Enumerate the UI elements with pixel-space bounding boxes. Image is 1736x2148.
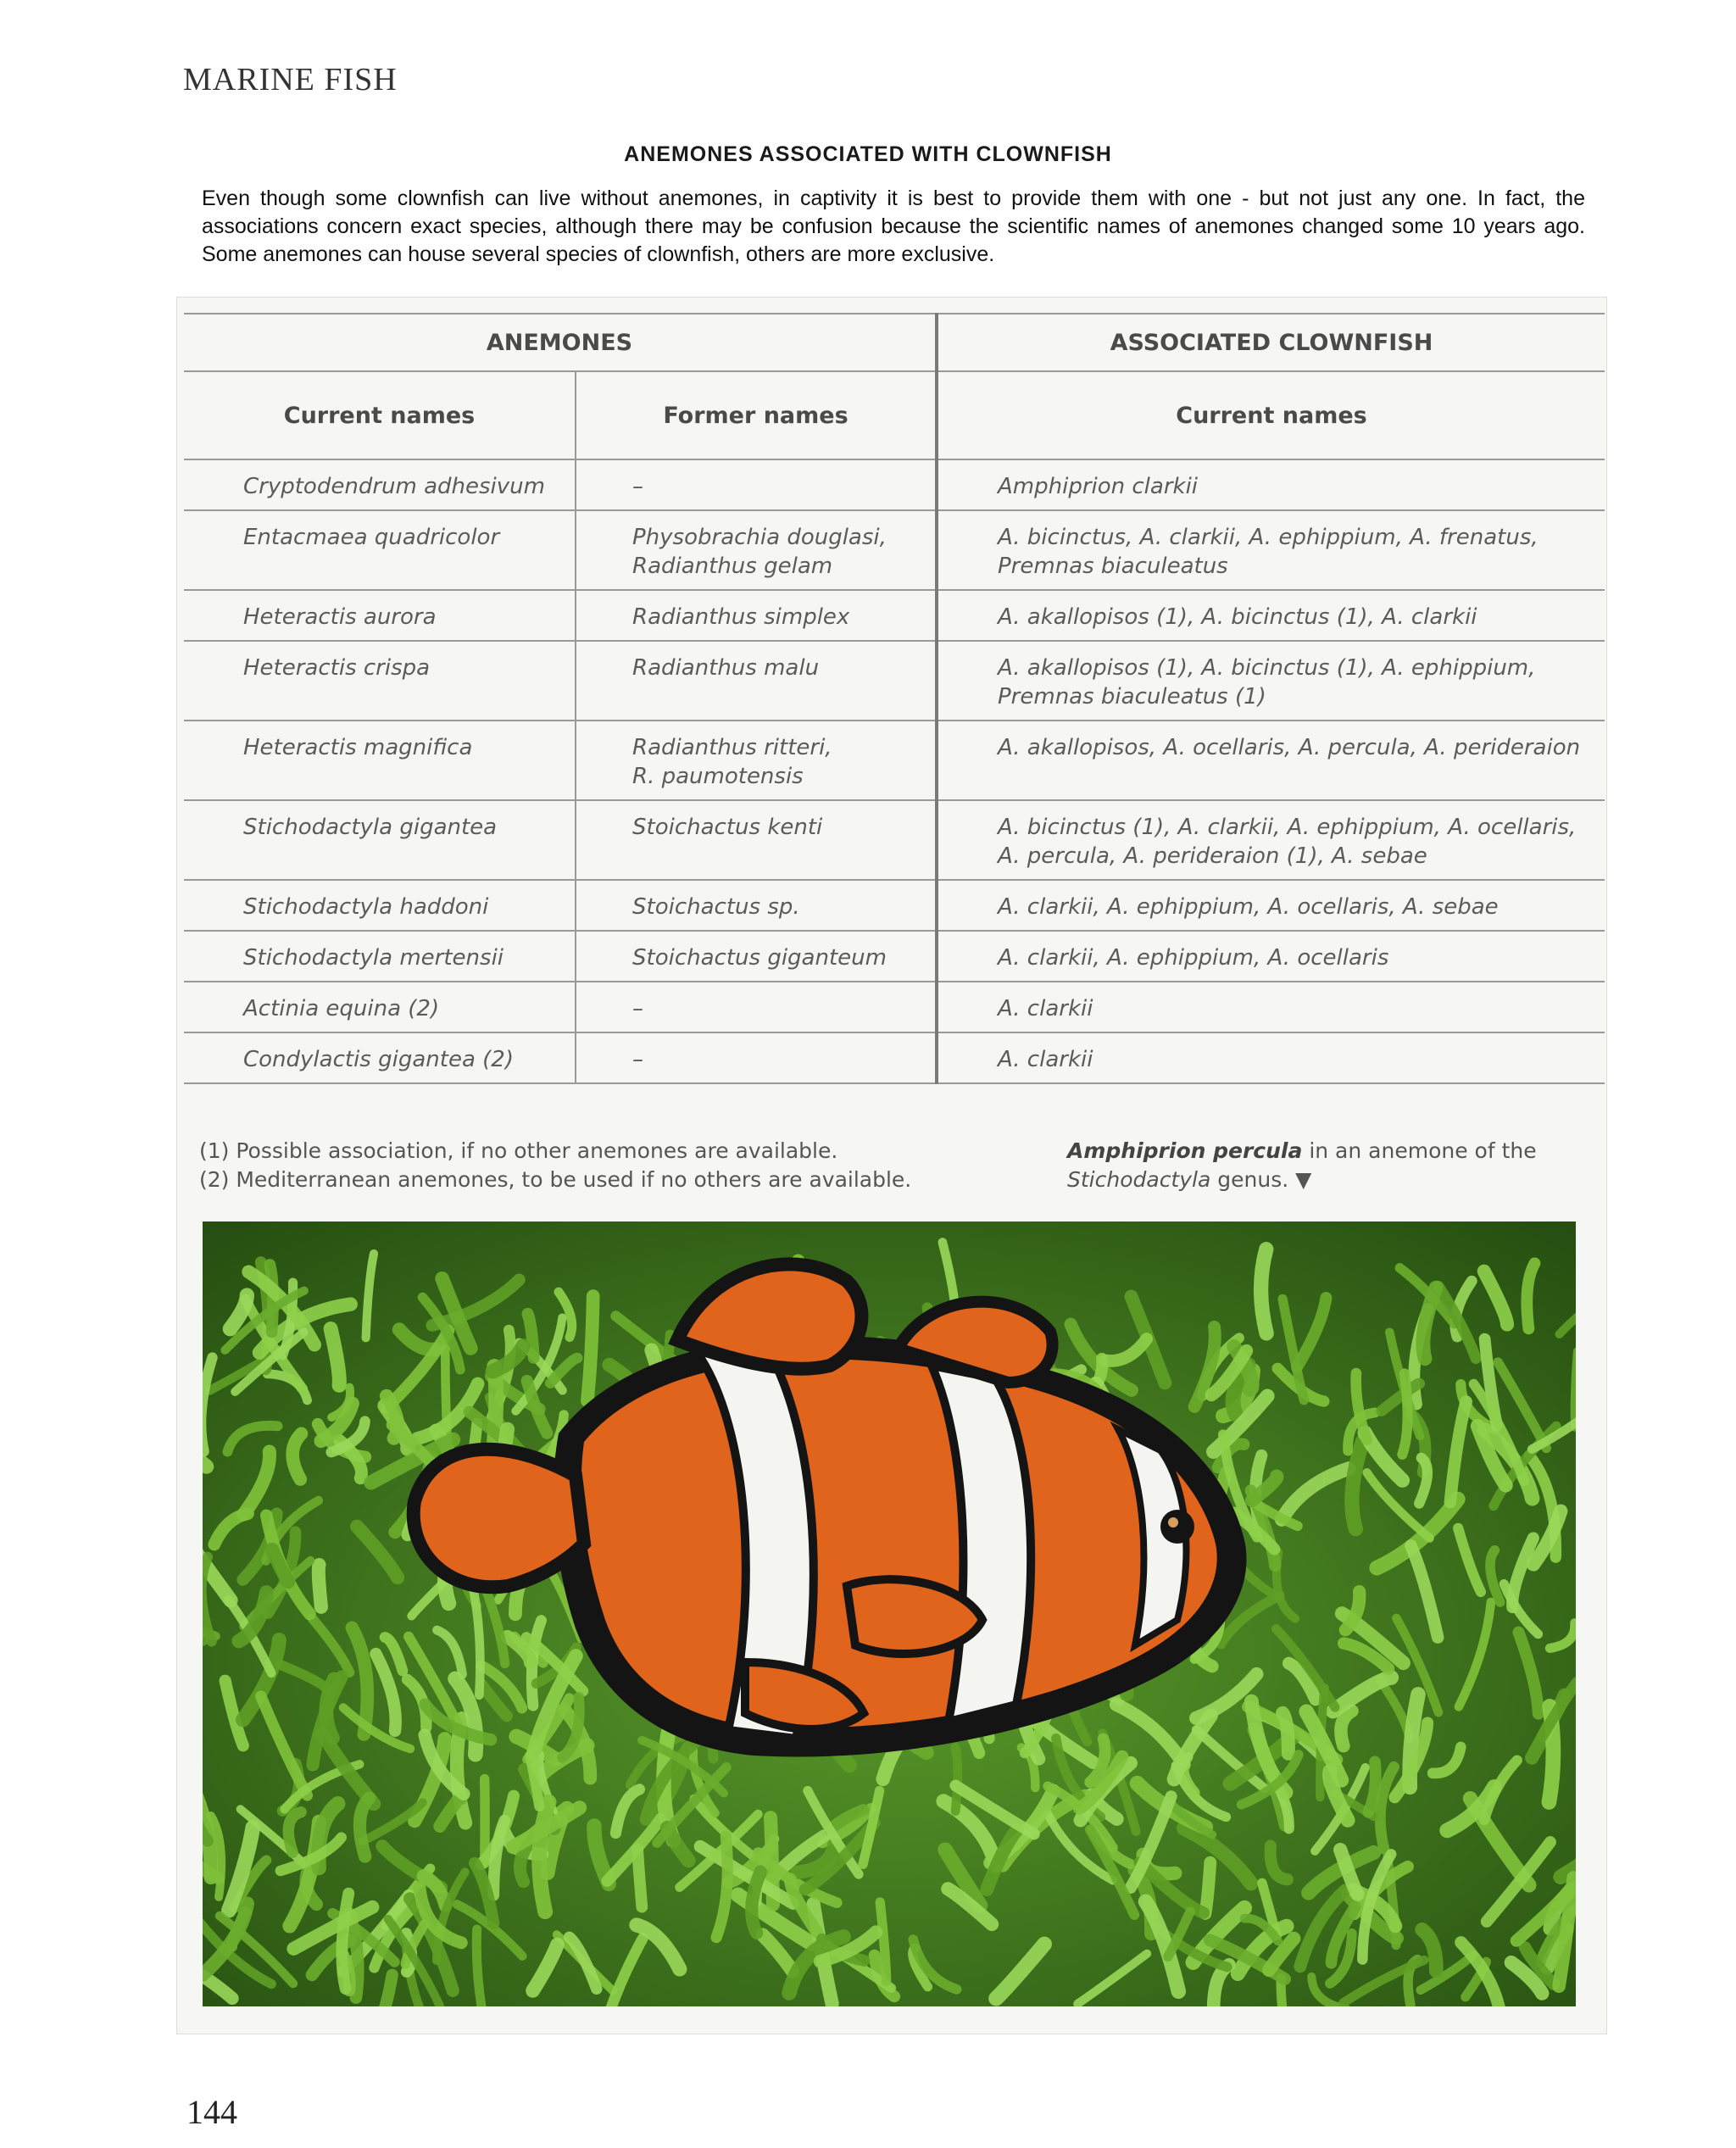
associated-clownfish: A. bicinctus, A. clarkii, A. ephippium, A. frenatus, Premnas biaculeatus [937,510,1605,590]
table-row [184,590,1605,641]
group-header-clownfish: ASSOCIATED CLOWNFISH [937,314,1605,371]
page-number: 144 [186,2093,237,2131]
associated-clownfish: A. clarkii, A. ephippium, A. ocellaris [937,931,1605,982]
table-row [184,1032,1605,1083]
anemone-former-name: Stoichactus sp. [576,880,937,931]
anemone-former-name: – [576,982,937,1032]
anemone-former-name: Stoichactus kenti [576,800,937,880]
footnotes [199,1137,1047,1194]
table-row [184,982,1605,1032]
anemone-current-name: Stichodactyla haddoni [184,880,576,931]
associated-clownfish: A. clarkii [937,982,1605,1032]
anemone-former-name: Stoichactus giganteum [576,931,937,982]
anemone-current-name: Heteractis magnifica [184,721,576,800]
anemone-current-name: Stichodactyla mertensii [184,931,576,982]
table-row [184,880,1605,931]
caption-text-1: in an anemone of the [1302,1138,1537,1163]
footnote-2: (2) Mediterranean anemones, to be used if no others are available. [199,1167,912,1192]
anemone-former-name: Physobrachia douglasi, Radianthus gelam [576,510,937,590]
associated-clownfish: A. akallopisos (1), A. bicinctus (1), A. clarkii [937,590,1605,641]
associated-clownfish: A. akallopisos, A. ocellaris, A. percula, A. perideraion [937,721,1605,800]
associated-clownfish: A. bicinctus (1), A. clarkii, A. ephippium, A. ocellaris, A. percula, A. perideraion (1), A. sebae [937,800,1605,880]
running-head: MARINE FISH [183,62,398,97]
anemone-former-name: – [576,459,937,510]
subheader-clownfish-current: Current names [937,371,1605,459]
associated-clownfish: A. clarkii, A. ephippium, A. ocellaris, A. sebae [937,880,1605,931]
anemone-former-name: Radianthus simplex [576,590,937,641]
photo-caption [1067,1137,1576,1194]
clownfish-photo [203,1221,1576,2006]
anemone-former-name: Radianthus ritteri, R. paumotensis [576,721,937,800]
anemone-current-name: Entacmaea quadricolor [184,510,576,590]
caption-species: Amphiprion percula [1067,1138,1303,1163]
intro-paragraph: Even though some clownfish can live without anemones, in captivity it is best to provide them with one - but not just any one. In fact, the associations concern exact species, although there may be confusion because the scientific names of anemones changed some 10 years ago. Some anemones can house several species of clownfish, others are more exclusive. [202,186,1585,266]
figure-panel [176,297,1607,2034]
associated-clownfish: A. akallopisos (1), A. bicinctus (1), A. ephippium, Premnas biaculeatus (1) [937,641,1605,721]
table-row [184,459,1605,510]
anemone-current-name: Actinia equina (2) [184,982,576,1032]
caption-text-2: genus. ▼ [1210,1167,1312,1192]
table-body [184,459,1605,1083]
anemone-current-name: Heteractis aurora [184,590,576,641]
clownfish-in-anemone-illustration [203,1221,1576,2006]
table-row [184,510,1605,590]
footnote-1: (1) Possible association, if no other anemones are available. [199,1138,838,1163]
associated-clownfish: A. clarkii [937,1032,1605,1083]
anemone-former-name: – [576,1032,937,1083]
table-row [184,721,1605,800]
anemone-current-name: Stichodactyla gigantea [184,800,576,880]
anemone-former-name: Radianthus malu [576,641,937,721]
anemone-table [184,313,1605,1084]
table-row [184,931,1605,982]
associated-clownfish: Amphiprion clarkii [937,459,1605,510]
anemone-current-name: Condylactis gigantea (2) [184,1032,576,1083]
table-row [184,641,1605,721]
anemone-current-name: Cryptodendrum adhesivum [184,459,576,510]
subheader-anemone-current: Current names [184,371,576,459]
group-header-anemones: ANEMONES [184,314,937,371]
section-title: ANEMONES ASSOCIATED WITH CLOWNFISH [624,142,1112,166]
caption-genus: Stichodactyla [1067,1167,1211,1192]
anemone-current-name: Heteractis crispa [184,641,576,721]
table-row [184,800,1605,880]
subheader-anemone-former: Former names [576,371,937,459]
